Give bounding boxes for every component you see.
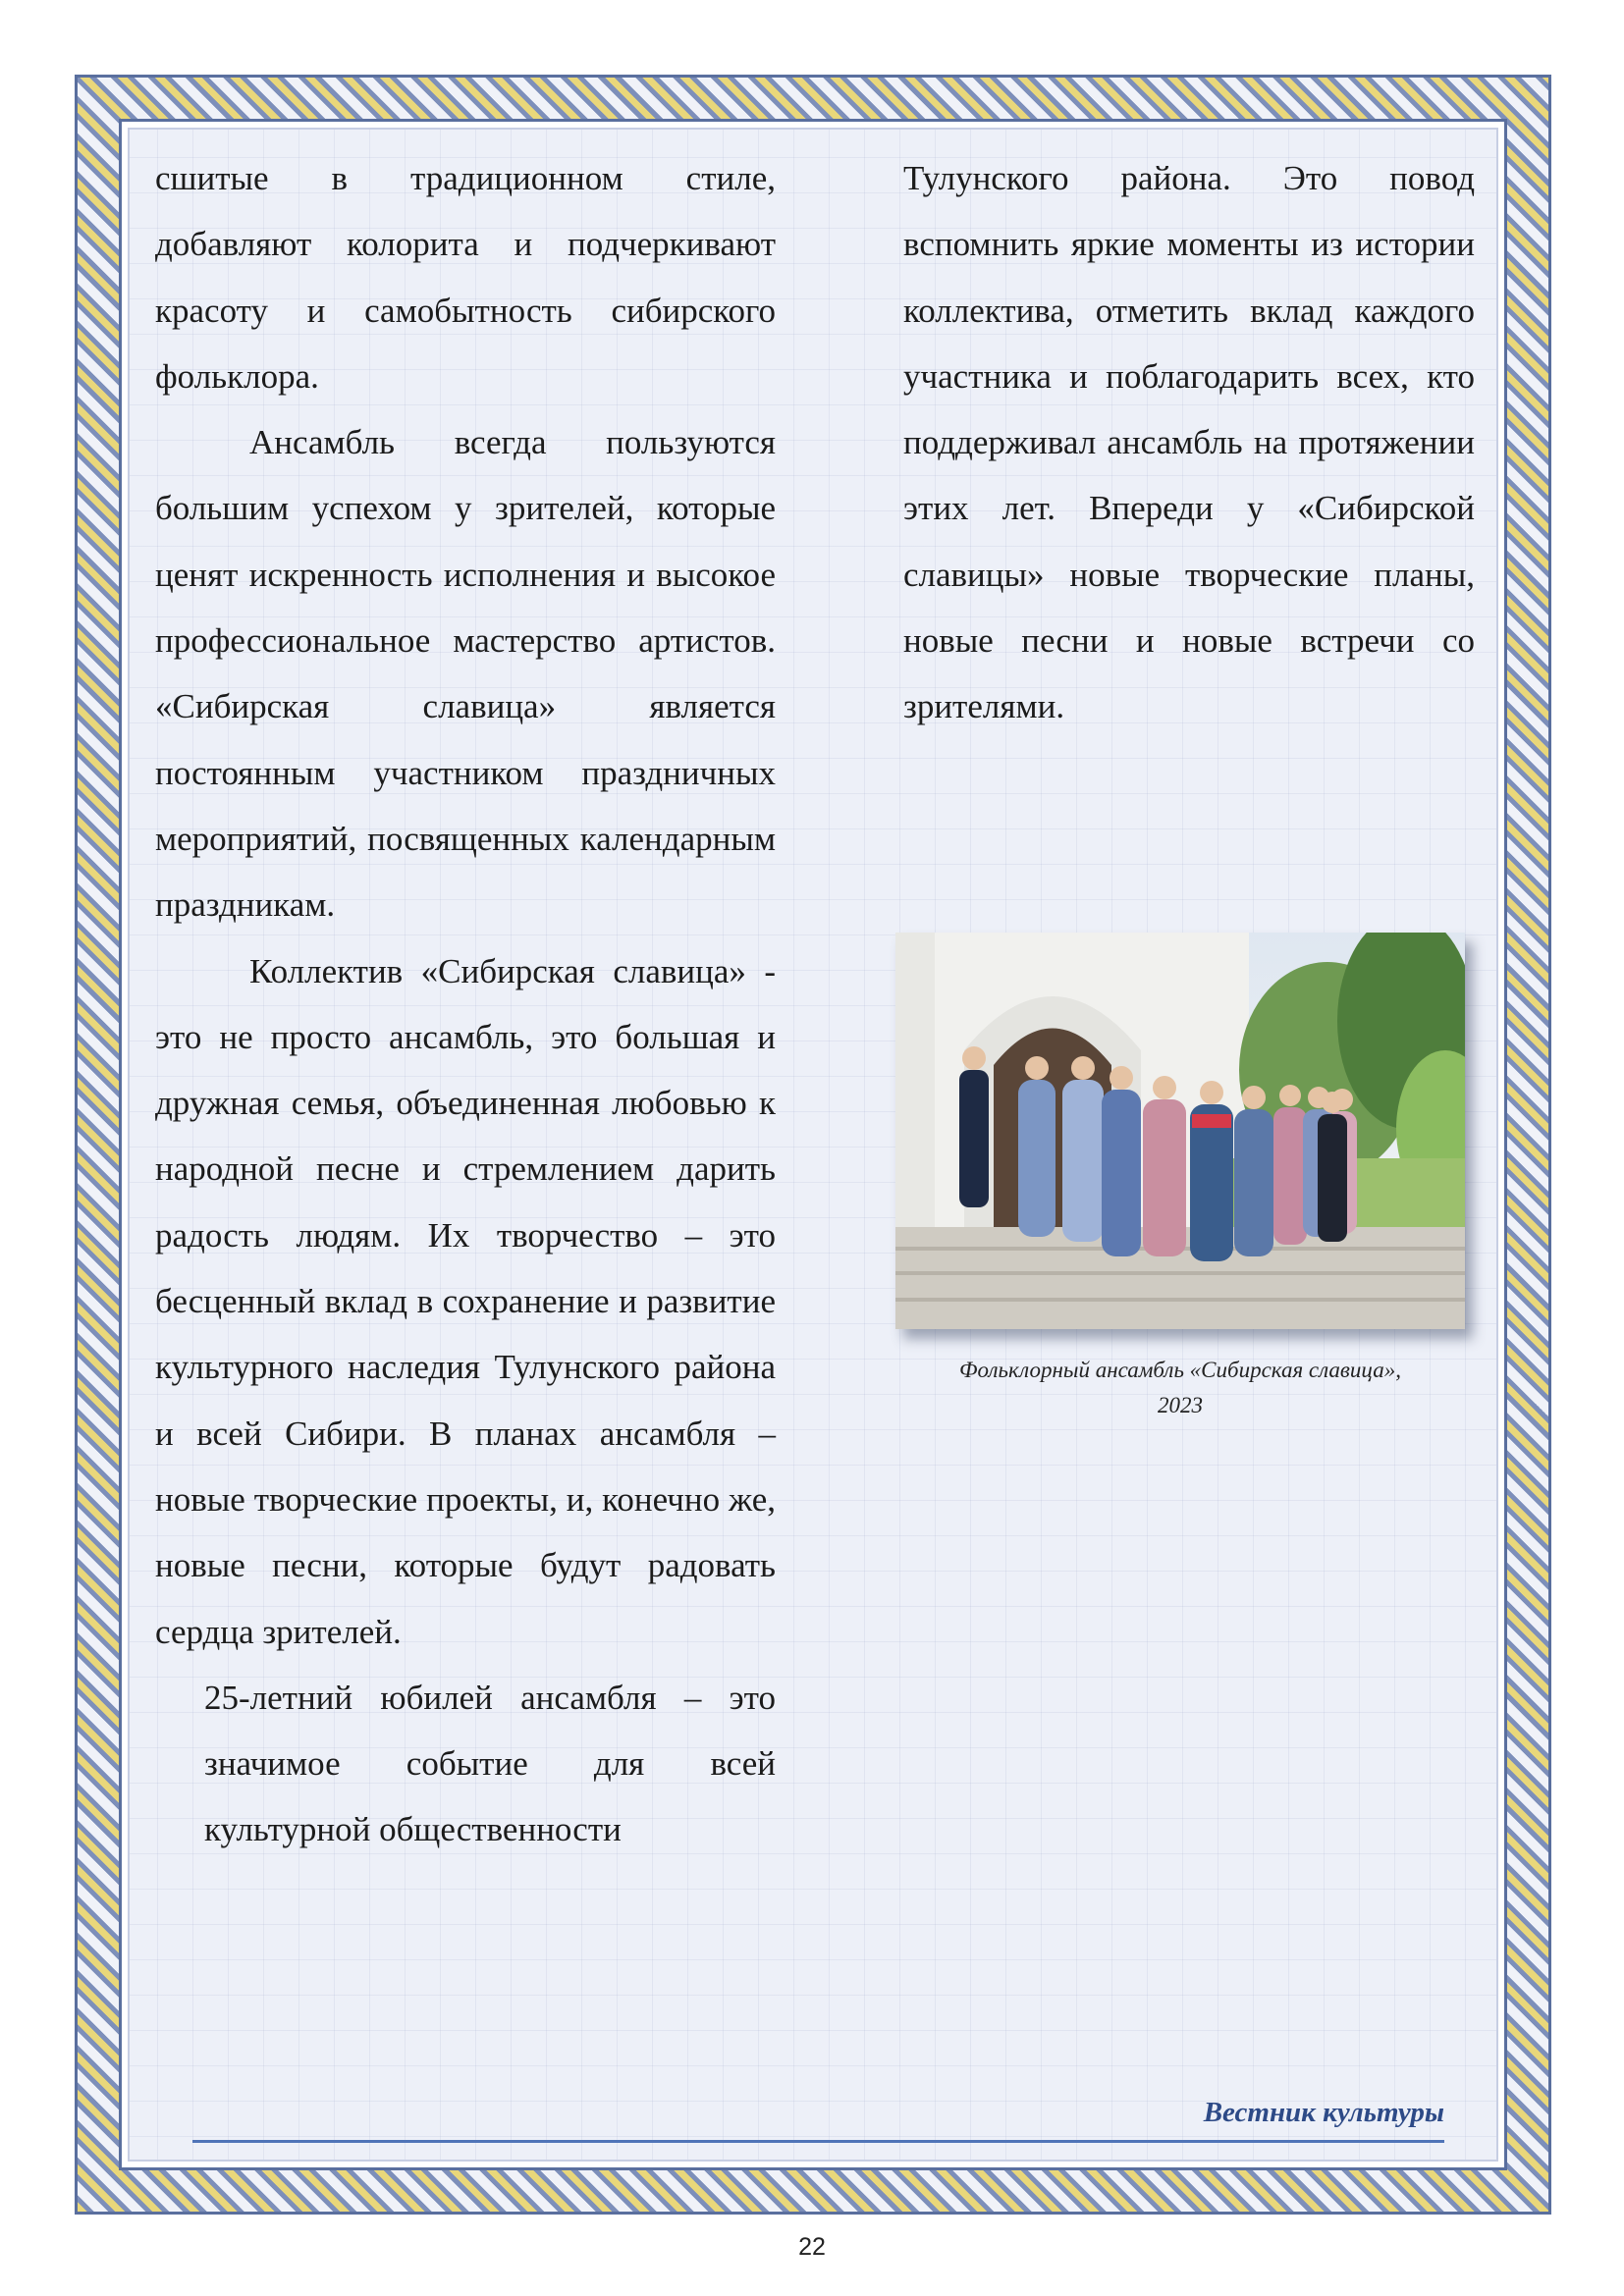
ensemble-photo-illustration bbox=[895, 933, 1465, 1329]
left-paragraph-3: Коллектив «Сибирская славица» - это не просто ансамбль, это большая и дружная семья, объединенная любовью к народной песне и стремлением дарить радость людям. Их творчество – это бесценный вклад в сохранение и развитие культурного наследия Тулунского района и всей Сибири. В планах ансамбля – новые творческие проекты, и, конечно же, новые песни, которые будут радовать сердца зрителей. bbox=[155, 951, 776, 1651]
publication-title: Вестник культуры bbox=[1203, 2097, 1444, 2128]
footer-divider bbox=[192, 2140, 1444, 2143]
page-number: 22 bbox=[798, 2233, 826, 2261]
left-paragraph-1: сшитые в традиционном стиле, добавляют колорита и подчеркивают красоту и самобытность сибирского фольклора. bbox=[155, 159, 776, 396]
left-paragraph-4: 25-летний юбилей ансамбля – это значимое событие для всей культурной общественности bbox=[204, 1678, 776, 1849]
left-paragraph-2: Ансамбль всегда пользуются большим успехом у зрителей, которые ценят искренность исполнения и высокое профессиональное мастерство артистов. «Сибирская славица» является постоянным участником праздничных мероприятий, посвященных календарным праздникам. bbox=[155, 423, 776, 925]
right-column bbox=[903, 145, 1475, 740]
left-column bbox=[155, 145, 776, 1863]
ensemble-photo bbox=[895, 933, 1465, 1329]
photo-caption-line-2: 2023 bbox=[1158, 1393, 1203, 1417]
photo-caption-line-1: Фольклорный ансамбль «Сибирская славица», bbox=[959, 1358, 1401, 1382]
photo-caption bbox=[895, 1353, 1465, 1423]
right-paragraph-1: Тулунского района. Это повод вспомнить яркие моменты из истории коллектива, отметить вклад каждого участника и поблагодарить всех, кто поддерживал ансамбль на протяжении этих лет. Впереди у «Сибирской славицы» новые творческие планы, новые песни и новые встречи со зрителями. bbox=[903, 159, 1475, 726]
